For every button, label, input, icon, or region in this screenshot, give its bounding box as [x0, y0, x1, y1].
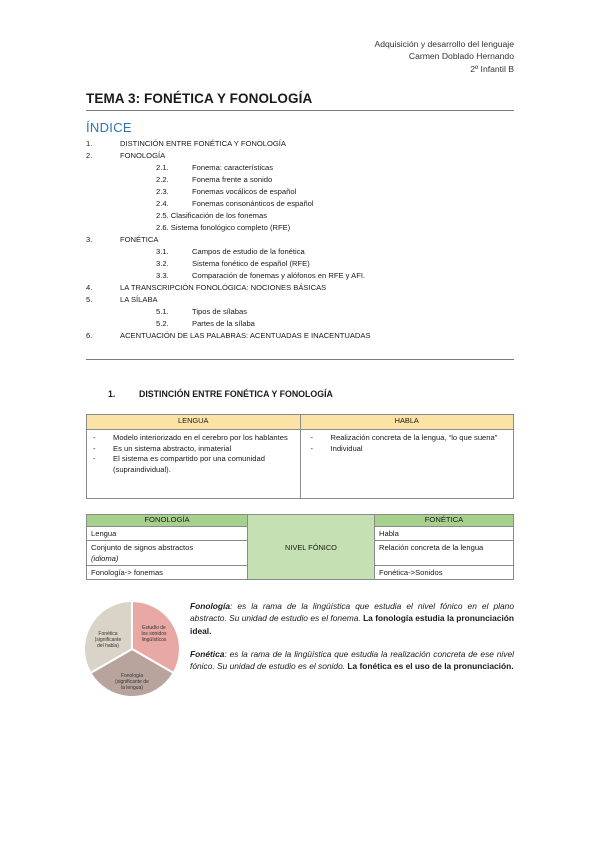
toc-item — [86, 306, 516, 318]
toc-item-text: Sistema fonético de español (RFE) — [192, 259, 310, 268]
toc-item-number: 1. — [86, 139, 93, 148]
fonologia-row: Fonología-> fonemas — [87, 566, 248, 580]
toc-item-text: 2.5. Clasificación de los fonemas — [156, 211, 268, 220]
section-title: DISTINCIÓN ENTRE FONÉTICA Y FONOLOGÍA — [139, 389, 333, 399]
habla-cell — [300, 430, 514, 499]
toc-item — [86, 162, 516, 174]
toc-item — [86, 246, 516, 258]
toc-item-number: 5. — [86, 295, 93, 304]
header-author: Carmen Doblado Hernando — [408, 51, 514, 62]
toc-item-text: FONOLOGÍA — [120, 151, 166, 160]
page-title: TEMA 3: FONÉTICA Y FONOLOGÍA — [86, 91, 313, 106]
fonetica-row: Habla — [375, 527, 514, 541]
header-group: 2º Infantil B — [470, 63, 514, 74]
fonica-pie-diagram — [82, 597, 182, 703]
toc-item — [86, 258, 516, 270]
toc-item-number: 4. — [86, 283, 93, 292]
toc-item-number: 6. — [86, 331, 93, 340]
list-item: - Individual — [310, 443, 363, 453]
list-item: - Es un sistema abstracto, inmaterial — [93, 443, 232, 453]
habla-header: HABLA — [300, 415, 514, 430]
toc-item-number: 2.1. — [156, 163, 169, 172]
title-rule — [86, 110, 514, 111]
toc-item-number: 2. — [86, 151, 93, 160]
fonologia-row: Lengua — [87, 527, 248, 541]
toc-item-text: FONÉTICA — [120, 235, 159, 244]
fonetica-row: Relación concreta de la lengua — [375, 541, 514, 566]
toc-item — [86, 174, 516, 186]
fonetica-header: FONÉTICA — [375, 515, 514, 527]
toc-item-text: LA SÍLABA — [120, 295, 158, 304]
toc-item-number: 5.1. — [156, 307, 169, 316]
fonetica-row: Fonética->Sonidos — [375, 566, 514, 580]
toc-item-text: LA TRANSCRIPCIÓN FONOLÓGICA: NOCIONES BÁSICAS — [120, 283, 327, 292]
toc-item-text: Campos de estudio de la fonética — [192, 247, 305, 256]
toc-item — [86, 198, 516, 210]
fonologia-definition: Fonología: es la rama de la lingüística que estudia el nivel fónico en el plano abstracto. Su unidad de estudio es el fonema. La fonología estudia la pronunciación ideal. — [190, 601, 515, 636]
toc-item-number: 2.2. — [156, 175, 169, 184]
toc-item-text: Tipos de sílabas — [192, 307, 248, 316]
lengua-header: LENGUA — [87, 415, 301, 430]
index-title: ÍNDICE — [86, 120, 132, 135]
table-of-contents — [86, 138, 516, 342]
toc-item — [86, 282, 516, 294]
toc-item — [86, 294, 516, 306]
toc-item — [86, 318, 516, 330]
toc-item-text: ACENTUACIÓN DE LAS PALABRAS: ACENTUADAS E INACENTUADAS — [120, 331, 371, 340]
list-item: - El sistema es compartido por una comunidad (supraindividual). — [93, 454, 265, 474]
fonetica-definition: Fonética: es la rama de la lingüística que estudia la realización concreta de ese nivel fónico. Su unidad de estudio es el sonido. La fonética es el uso de la pronunciación. — [190, 649, 514, 672]
toc-item-number: 2.3. — [156, 187, 169, 196]
list-item: - Realización concreta de la lengua, “lo que suena” — [310, 433, 498, 442]
toc-item-text: DISTINCIÓN ENTRE FONÉTICA Y FONOLOGÍA — [120, 139, 286, 148]
lengua-habla-table — [86, 414, 514, 499]
toc-item-text: Partes de la sílaba — [192, 319, 255, 328]
toc-item-text: Fonemas vocálicos de español — [192, 187, 297, 196]
fonologia-fonetica-table — [86, 514, 514, 580]
page-header — [375, 38, 515, 75]
toc-item — [86, 150, 516, 162]
toc-item — [86, 222, 516, 234]
toc-item-number: 3. — [86, 235, 93, 244]
toc-item — [86, 330, 516, 342]
toc-item-number: 3.1. — [156, 247, 169, 256]
toc-item — [86, 210, 516, 222]
nivel-fonico-cell: NIVEL FÓNICO — [248, 515, 375, 580]
toc-item-text: Fonema frente a sonido — [192, 175, 273, 184]
pie-slice-label: Fonética (significante del habla) — [94, 631, 122, 649]
toc-item-number: 3.2. — [156, 259, 169, 268]
toc-item-text: Fonema: características — [192, 163, 274, 172]
toc-item-number: 5.2. — [156, 319, 169, 328]
toc-item-text: Fonemas consonánticos de español — [192, 199, 314, 208]
fonologia-header: FONOLOGÍA — [87, 515, 248, 527]
toc-item-number: 3.3. — [156, 271, 169, 280]
toc-item-number: 2.4. — [156, 199, 169, 208]
toc-item — [86, 234, 516, 246]
pie-slice-label: Fonología (significante de la lengua) — [115, 673, 149, 691]
toc-item — [86, 186, 516, 198]
fonologia-row: Conjunto de signos abstractos (idioma) — [87, 541, 248, 566]
toc-item-text: 2.6. Sistema fonológico completo (RFE) — [156, 223, 291, 232]
header-course: Adquisición y desarrollo del lenguaje — [374, 39, 514, 49]
lengua-cell — [87, 430, 301, 499]
pie-slice-label: Estudio de los sonidos lingüísticos — [141, 625, 167, 643]
section-number: 1. — [108, 389, 116, 399]
toc-item — [86, 138, 516, 150]
index-rule — [86, 359, 514, 360]
list-item: - Modelo interiorizado en el cerebro por los hablantes — [93, 433, 288, 442]
toc-item-text: Comparación de fonemas y alófonos en RFE y AFI. — [192, 271, 366, 280]
toc-item — [86, 270, 516, 282]
